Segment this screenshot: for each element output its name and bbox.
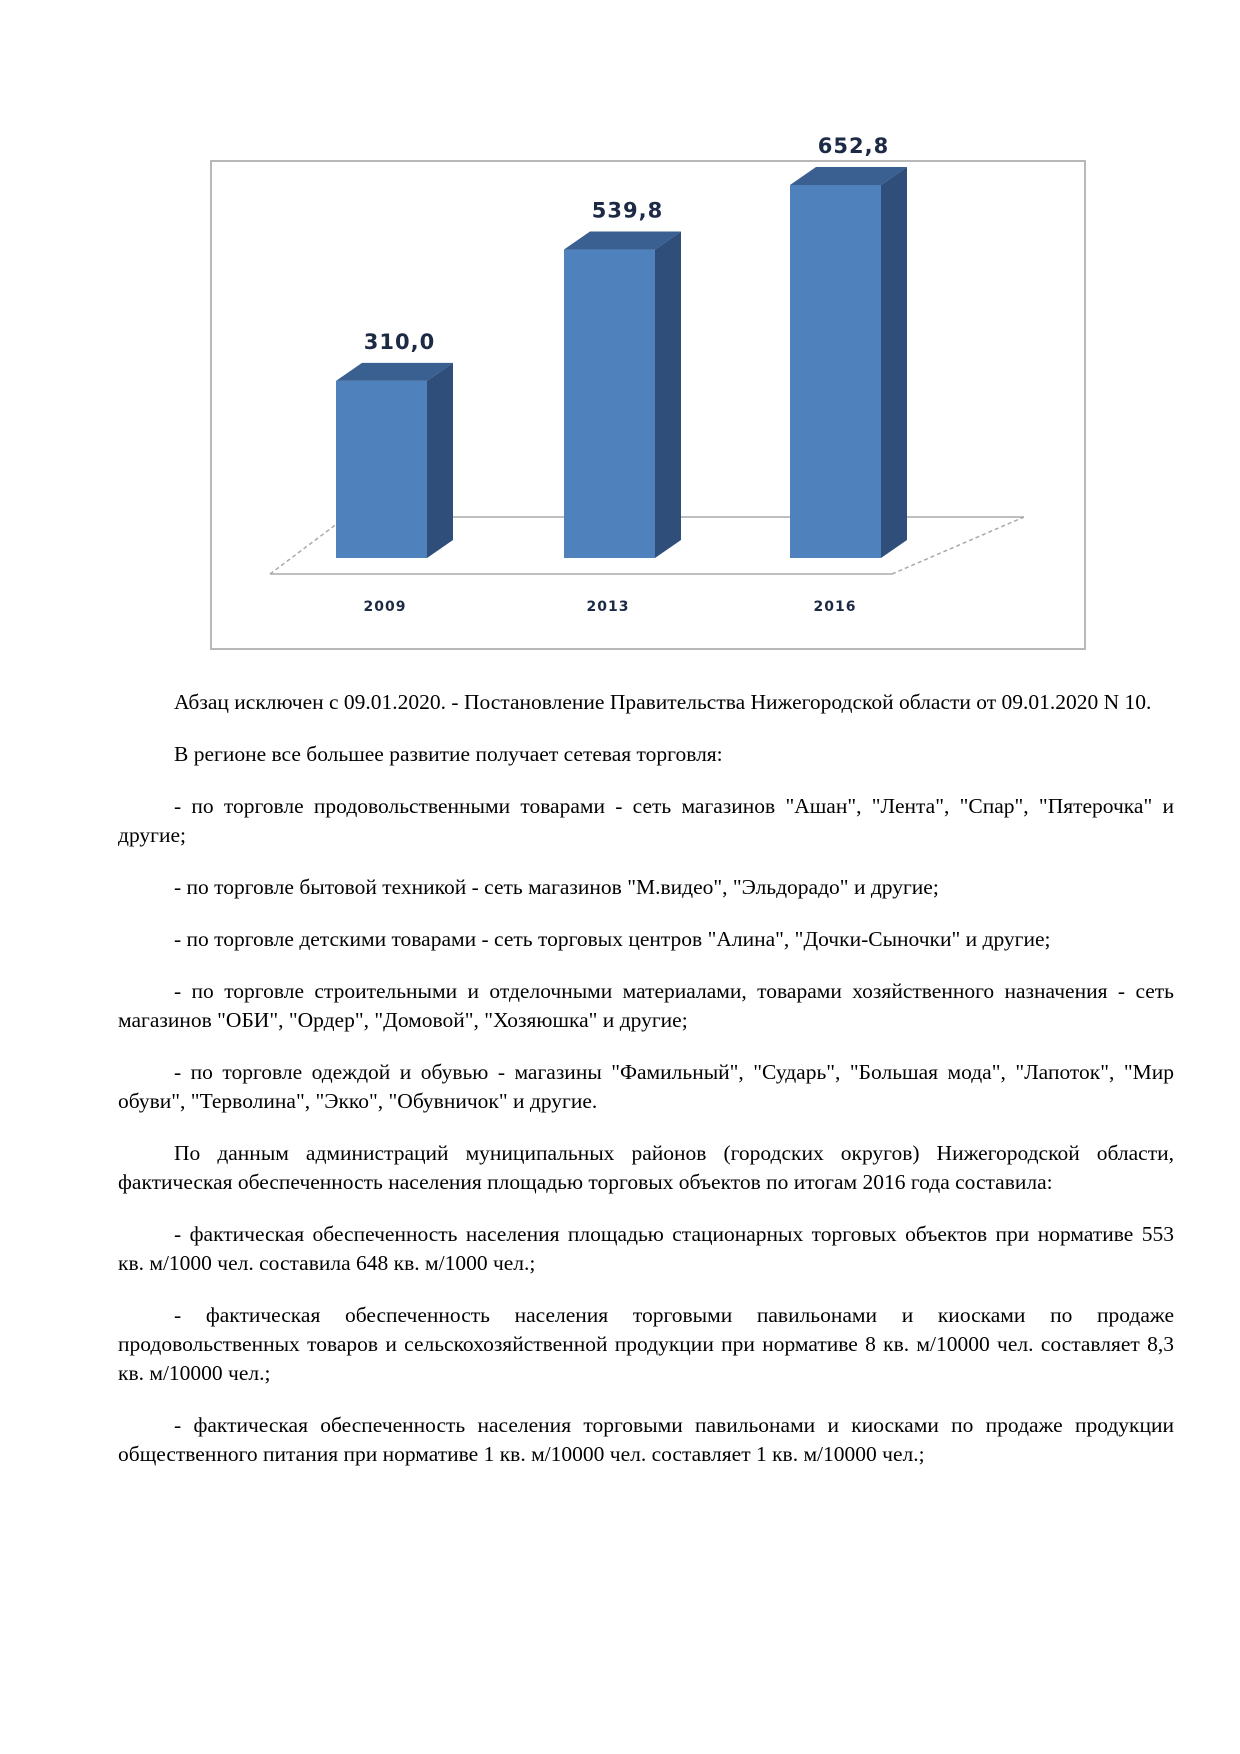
paragraph-food-pavilions: - фактическая обеспеченность населения торговыми павильонами и киосками по продаже продовольственных товаров и сельскохозяйственной продукции при нормативе 8 кв. м/10000 чел. составляет 8,3 кв. м/10000 чел.; — [118, 1303, 1174, 1385]
bar-side-2016 — [881, 167, 907, 558]
bar-2013 — [564, 250, 655, 558]
paragraph-catering-pavilions: - фактическая обеспеченность населения торговыми павильонами и киосками по продаже продукции общественного питания при нормативе 1 кв. м/10000 чел. составляет 1 кв. м/10000 чел.; — [118, 1413, 1174, 1466]
bar-2016 — [790, 185, 881, 558]
value-label-2009: 310,0 — [363, 329, 436, 354]
x-tick-label-2013: 2013 — [586, 599, 630, 615]
value-label-2016: 652,8 — [817, 133, 890, 158]
chart-frame — [210, 133, 1086, 650]
paragraph-appliance-trade: - по торговле бытовой техникой - сеть магазинов "М.видео", "Эльдорадо" и другие; — [174, 875, 939, 899]
paragraph-clothing-footwear-trade: - по торговле одеждой и обувью - магазины "Фамильный", "Сударь", "Большая мода", "Лапоток", "Мир обуви", "Терволина", "Экко", "Обувничок" и другие. — [118, 1060, 1174, 1113]
floor-left-edge — [270, 517, 346, 574]
bar-chart — [212, 133, 1084, 648]
paragraph-building-materials-trade: - по торговле строительными и отделочными материалами, товарами хозяйственного назначения - сеть магазинов "ОБИ", "Ордер", "Домовой", "Хозяюшка" и другие; — [118, 979, 1174, 1032]
value-label-2013: 539,8 — [591, 198, 664, 223]
floor-right-edge — [892, 517, 1024, 574]
x-tick-label-2009: 2009 — [363, 599, 407, 615]
bar-side-2013 — [655, 232, 681, 558]
paragraph-network-trade-intro: В регионе все большее развитие получает сетевая торговля: — [174, 742, 723, 766]
bar-side-2009 — [427, 363, 453, 558]
paragraph-food-trade: - по торговле продовольственными товарами - сеть магазинов "Ашан", "Лента", "Спар", "Пятерочка" и другие; — [118, 794, 1174, 847]
paragraph-excluded-note: Абзац исключен с 09.01.2020. - Постановление Правительства Нижегородской области от 09.01.2020 N 10. — [174, 690, 1152, 714]
bar-2009 — [336, 381, 427, 558]
text-block — [118, 688, 1174, 1469]
paragraph-stationary-objects: - фактическая обеспеченность населения площадью стационарных торговых объектов при нормативе 553 кв. м/1000 чел. составила 648 кв. м/1000 чел.; — [118, 1222, 1174, 1275]
paragraph-provision-intro: По данным администраций муниципальных районов (городских округов) Нижегородской области, фактическая обеспеченность населения площадью торговых объектов по итогам 2016 года составила: — [118, 1141, 1174, 1194]
x-tick-label-2016: 2016 — [813, 599, 857, 615]
paragraph-children-goods-trade: - по торговле детскими товарами - сеть торговых центров "Алина", "Дочки-Сыночки" и другие; — [174, 927, 1051, 951]
